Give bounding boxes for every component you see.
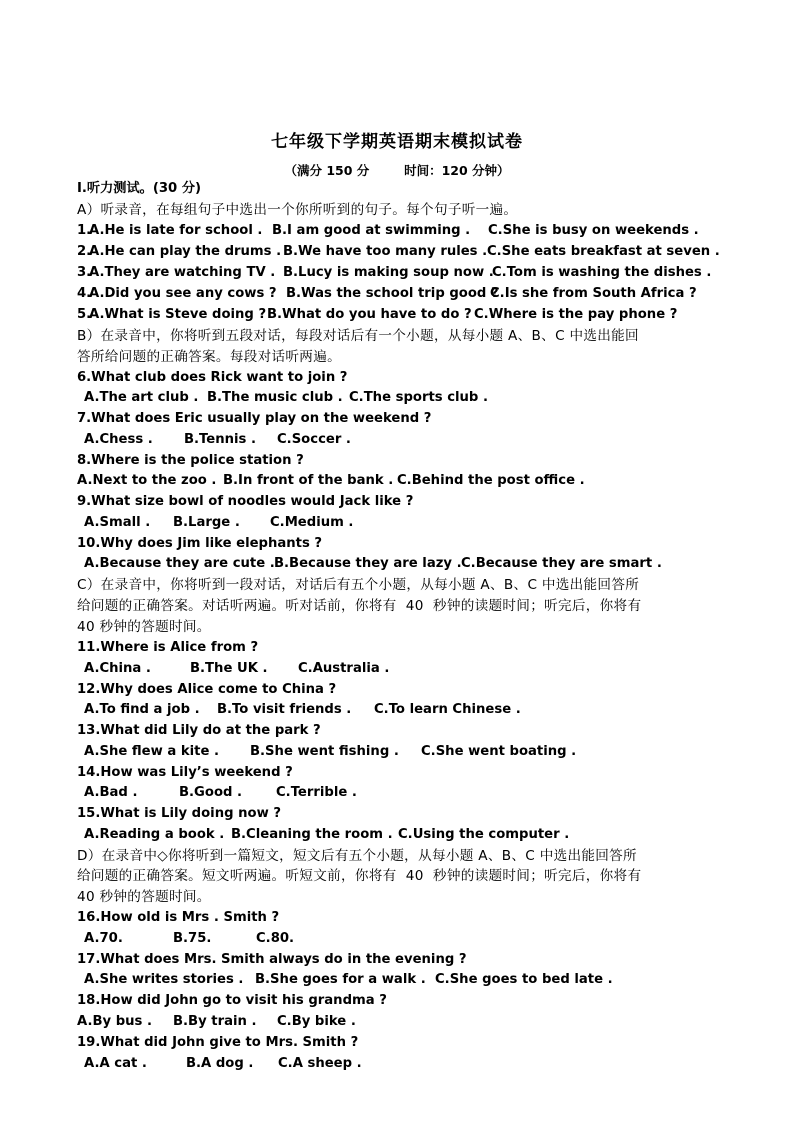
question-6-option-a: A.The art club .	[84, 390, 199, 405]
part-d-instruction-line3: 40 秒钟的答题时间。	[77, 889, 211, 905]
question-11-option-b: B.The UK .	[190, 661, 268, 676]
item-3-option-c: C.Tom is washing the dishes .	[492, 265, 712, 280]
item-3-option-b: B.Lucy is making soup now .	[283, 265, 494, 280]
question-14-option-b: B.Good .	[179, 785, 243, 800]
question-9-option-b: B.Large .	[173, 515, 240, 530]
part-d-instruction-line2: 给问题的正确答案。短文听两遍。听短文前，你将有 40 秒钟的读题时间；听完后，你将有	[77, 868, 642, 884]
item-4-option-b: B.Was the school trip good ?	[286, 286, 499, 301]
question-10-option-a: A.Because they are cute .	[84, 556, 275, 571]
part-a-instruction: A）听录音，在每组句子中选出一个你所听到的句子。每个句子听一遍。	[77, 202, 518, 218]
question-9-option-a: A.Small .	[84, 515, 151, 530]
item-4-option-c: C.Is she from South Africa ?	[490, 286, 697, 301]
question-9-option-c: C.Medium .	[270, 515, 354, 530]
item-1-option-a: A.He is late for school .	[89, 223, 263, 238]
question-19-option-b: B.A dog .	[186, 1056, 254, 1071]
item-3-option-a: A.They are watching TV .	[89, 265, 276, 280]
question-8: 8.Where is the police station ?	[77, 453, 304, 468]
part-d-instruction-line1: D）在录音中◇你将听到一篇短文，短文后有五个小题，从每小题 A、B、C 中选出能回答所	[77, 848, 637, 864]
item-5-option-c: C.Where is the pay phone ?	[474, 307, 678, 322]
question-10-option-b: B.Because they are lazy .	[274, 556, 462, 571]
question-13-option-a: A.She flew a kite .	[84, 744, 220, 759]
page-subtitle: （满分 150 分 时间：120 分钟）	[284, 163, 510, 178]
question-17-option-b: B.She goes for a walk .	[255, 972, 426, 987]
question-11-option-a: A.China .	[84, 661, 151, 676]
question-17-option-c: C.She goes to bed late .	[435, 972, 613, 987]
question-8-option-c: C.Behind the post office .	[397, 473, 585, 488]
question-13-option-b: B.She went fishing .	[250, 744, 399, 759]
question-8-option-b: B.In front of the bank .	[223, 473, 394, 488]
question-17: 17.What does Mrs. Smith always do in the evening ?	[77, 952, 467, 967]
question-12-option-c: C.To learn Chinese .	[374, 702, 521, 717]
question-16: 16.How old is Mrs . Smith ?	[77, 910, 280, 925]
question-18-option-c: C.By bike .	[277, 1014, 356, 1029]
item-2-option-a: A.He can play the drums .	[89, 244, 282, 259]
item-2-option-b: B.We have too many rules .	[283, 244, 488, 259]
question-15: 15.What is Lily doing now ?	[77, 806, 281, 821]
question-12: 12.Why does Alice come to China ?	[77, 682, 337, 697]
question-12-option-a: A.To find a job .	[84, 702, 200, 717]
question-6-option-b: B.The music club .	[207, 390, 343, 405]
question-14-option-a: A.Bad .	[84, 785, 138, 800]
question-14: 14.How was Lily’s weekend ?	[77, 765, 293, 780]
item-5-num: 5.	[77, 307, 92, 322]
question-18: 18.How did John go to visit his grandma ?	[77, 993, 387, 1008]
question-18-option-b: B.By train .	[173, 1014, 257, 1029]
item-4-num: 4.	[77, 286, 92, 301]
question-7-option-b: B.Tennis .	[184, 432, 256, 447]
question-16-option-b: B.75.	[173, 931, 212, 946]
item-2-num: 2.	[77, 244, 92, 259]
page-title: 七年级下学期英语期末模拟试卷	[271, 132, 523, 152]
question-16-option-a: A.70.	[84, 931, 123, 946]
item-1-option-c: C.She is busy on weekends .	[488, 223, 699, 238]
question-7-option-a: A.Chess .	[84, 432, 153, 447]
question-7: 7.What does Eric usually play on the weekend ?	[77, 411, 432, 426]
question-18-option-a: A.By bus .	[77, 1014, 152, 1029]
part-b-instruction-line1: B）在录音中，你将听到五段对话，每段对话后有一个小题，从每小题 A、B、C 中选出能回	[77, 328, 639, 344]
question-15-option-b: B.Cleaning the room .	[231, 827, 393, 842]
question-13-option-c: C.She went boating .	[421, 744, 577, 759]
item-5-option-b: B.What do you have to do ?	[267, 307, 472, 322]
question-6-option-c: C.The sports club .	[349, 390, 488, 405]
question-15-option-a: A.Reading a book .	[84, 827, 225, 842]
question-8-option-a: A.Next to the zoo .	[77, 473, 217, 488]
question-11-option-c: C.Australia .	[298, 661, 390, 676]
item-3-num: 3.	[77, 265, 92, 280]
part-c-instruction-line2: 给问题的正确答案。对话听两遍。听对话前，你将有 40 秒钟的读题时间；听完后，你将有	[77, 598, 642, 614]
question-14-option-c: C.Terrible .	[276, 785, 357, 800]
question-9: 9.What size bowl of noodles would Jack like ?	[77, 494, 414, 509]
question-13: 13.What did Lily do at the park ?	[77, 723, 321, 738]
question-19-option-a: A.A cat .	[84, 1056, 147, 1071]
question-11: 11.Where is Alice from ?	[77, 640, 259, 655]
item-4-option-a: A.Did you see any cows ?	[89, 286, 277, 301]
question-12-option-b: B.To visit friends .	[217, 702, 352, 717]
question-10-option-c: C.Because they are smart .	[461, 556, 662, 571]
question-19: 19.What did John give to Mrs. Smith ?	[77, 1035, 359, 1050]
item-2-option-c: C.She eats breakfast at seven .	[487, 244, 720, 259]
question-7-option-c: C.Soccer .	[277, 432, 351, 447]
question-19-option-c: C.A sheep .	[278, 1056, 362, 1071]
question-10: 10.Why does Jim like elephants ?	[77, 536, 323, 551]
item-1-option-b: B.I am good at swimming .	[272, 223, 471, 238]
question-6: 6.What club does Rick want to join ?	[77, 370, 348, 385]
question-17-option-a: A.She writes stories .	[84, 972, 244, 987]
part-c-instruction-line1: C）在录音中，你将听到一段对话，对话后有五个小题，从每小题 A、B、C 中选出能回答所	[77, 577, 640, 593]
section-heading: I.听力测试。(30 分)	[77, 181, 202, 196]
item-1-a: 1.	[77, 223, 92, 238]
part-c-instruction-line3: 40 秒钟的答题时间。	[77, 619, 211, 635]
item-5-option-a: A.What is Steve doing ?	[89, 307, 267, 322]
question-15-option-c: C.Using the computer .	[398, 827, 570, 842]
question-16-option-c: C.80.	[256, 931, 295, 946]
part-b-instruction-line2: 答所给问题的正确答案。每段对话听两遍。	[77, 349, 341, 365]
